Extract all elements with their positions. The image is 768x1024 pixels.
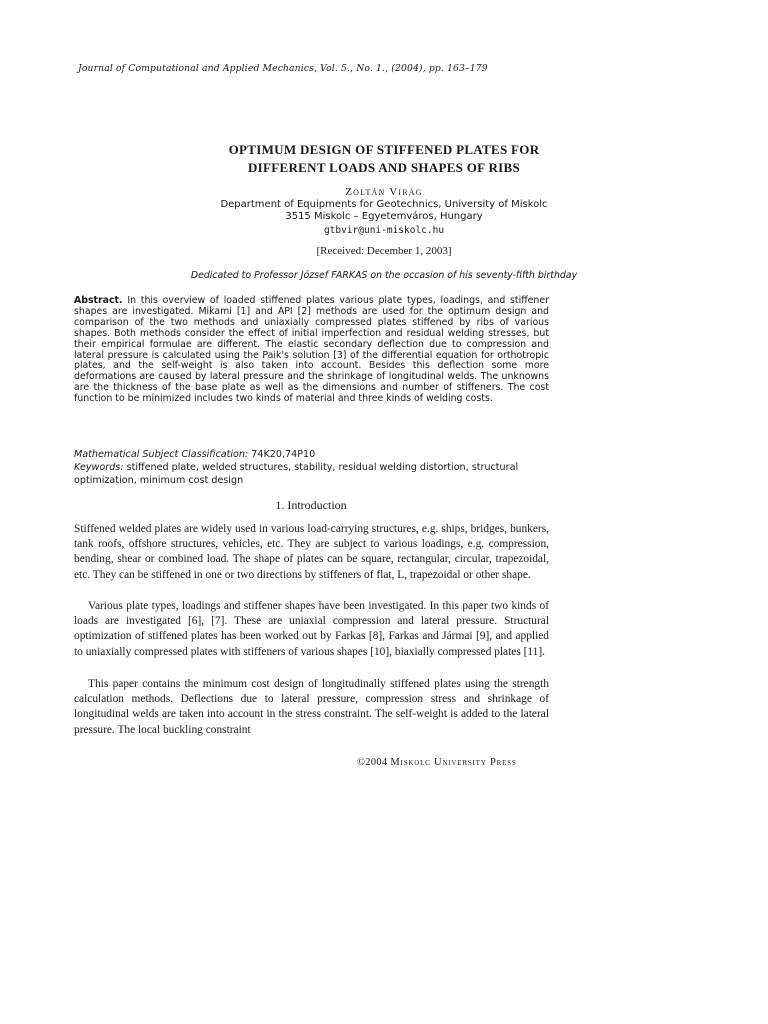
abstract bbox=[74, 296, 549, 405]
title-line-1: OPTIMUM DESIGN OF STIFFENED PLATES FOR bbox=[228, 142, 540, 157]
author-email[interactable]: gtbvir@uni-miskolc.hu bbox=[323, 225, 445, 236]
msc-value: 74K20,74P10 bbox=[251, 449, 316, 460]
publisher-name: Miskolc University Press bbox=[390, 757, 517, 768]
body-paragraph-3: This paper contains the minimum cost design of longitudinally stiffened plates using the strength calculation methods. Deflections due to lateral pressure, compression stress and shrinkage of longitudinal welds are taken into account in the stress constraint. The self-weight is added to the lateral pressure. The local buckling constraint bbox=[74, 678, 549, 736]
body-paragraph-1: Stiffened welded plates are widely used in various load-carrying structures, e.g. ships, bridges, bunkers, tank roofs, offshore structures, vehicles, etc. They are subject to various loadings, e.g. compression, bending, shear or combined load. The shape of plates can be square, rectangular, circular, trapezoidal, etc. They can be stiffened in one or two directions by stiffeners of flat, L, trapezoidal or other shape. bbox=[74, 523, 549, 581]
received-date: [Received: December 1, 2003] bbox=[316, 245, 452, 257]
paper-title bbox=[0, 141, 768, 177]
section-heading: 1. Introduction bbox=[275, 498, 347, 512]
body-paragraph-2: Various plate types, loadings and stiffener shapes have been investigated. In this paper two kinds of loads are investigated [6], [7]. These are uniaxial compression and lateral pressure. Structural optimization of stiffened plates has been worked out by Farkas [8], Farkas and Jármai [9], and applied to uniaxially compressed plates with stiffeners of various shapes [10], biaxially compressed plates [11]. bbox=[74, 600, 549, 658]
author-address: 3515 Miskolc – Egyetemváros, Hungary bbox=[285, 211, 483, 222]
msc-label: Mathematical Subject Classification: bbox=[74, 449, 249, 460]
classification-block bbox=[74, 448, 549, 487]
title-line-2: DIFFERENT LOADS AND SHAPES OF RIBS bbox=[247, 160, 521, 175]
keywords-value: stiffened plate, welded structures, stability, residual welding distortion, structural optimization, minimum cost design bbox=[74, 462, 519, 486]
copyright-footer bbox=[357, 757, 517, 768]
copyright-symbol: ©2004 bbox=[357, 757, 388, 768]
author-department: Department of Equipments for Geotechnics, University of Miskolc bbox=[220, 199, 548, 210]
journal-header: Journal of Computational and Applied Mechanics, Vol. 5., No. 1., (2004), pp. 163–179 bbox=[78, 63, 488, 74]
abstract-label: Abstract. bbox=[74, 295, 123, 306]
keywords-label: Keywords: bbox=[74, 462, 124, 473]
dedication: Dedicated to Professor József FARKAS on the occasion of his seventy-fifth birthday bbox=[190, 270, 578, 281]
author-name: Zoltán Virág bbox=[345, 186, 423, 198]
abstract-text: In this overview of loaded stiffened plates various plate types, loadings, and stiffener shapes are investigated. Mikami [1] and API [2] methods are used for the optimum design and comparison of the two methods and uniaxially compressed plates stiffened by ribs of various shapes. Both methods consider the effect of initial imperfection and residual welding stresses, but their empirical formulae are different. The elastic secondary deflection due to compression and lateral pressure is calculated using the Paik's solution [3] of the differential equation for orthotropic plates, and the self-weight is also taken into account. Besides this deflection some more deformations are caused by lateral pressure and the shrinkage of longitudinal welds. The unknowns are the thickness of the base plate as well as the dimensions and number of stiffeners. The cost function to be minimized includes two kinds of material and three kinds of welding costs. bbox=[74, 295, 550, 405]
